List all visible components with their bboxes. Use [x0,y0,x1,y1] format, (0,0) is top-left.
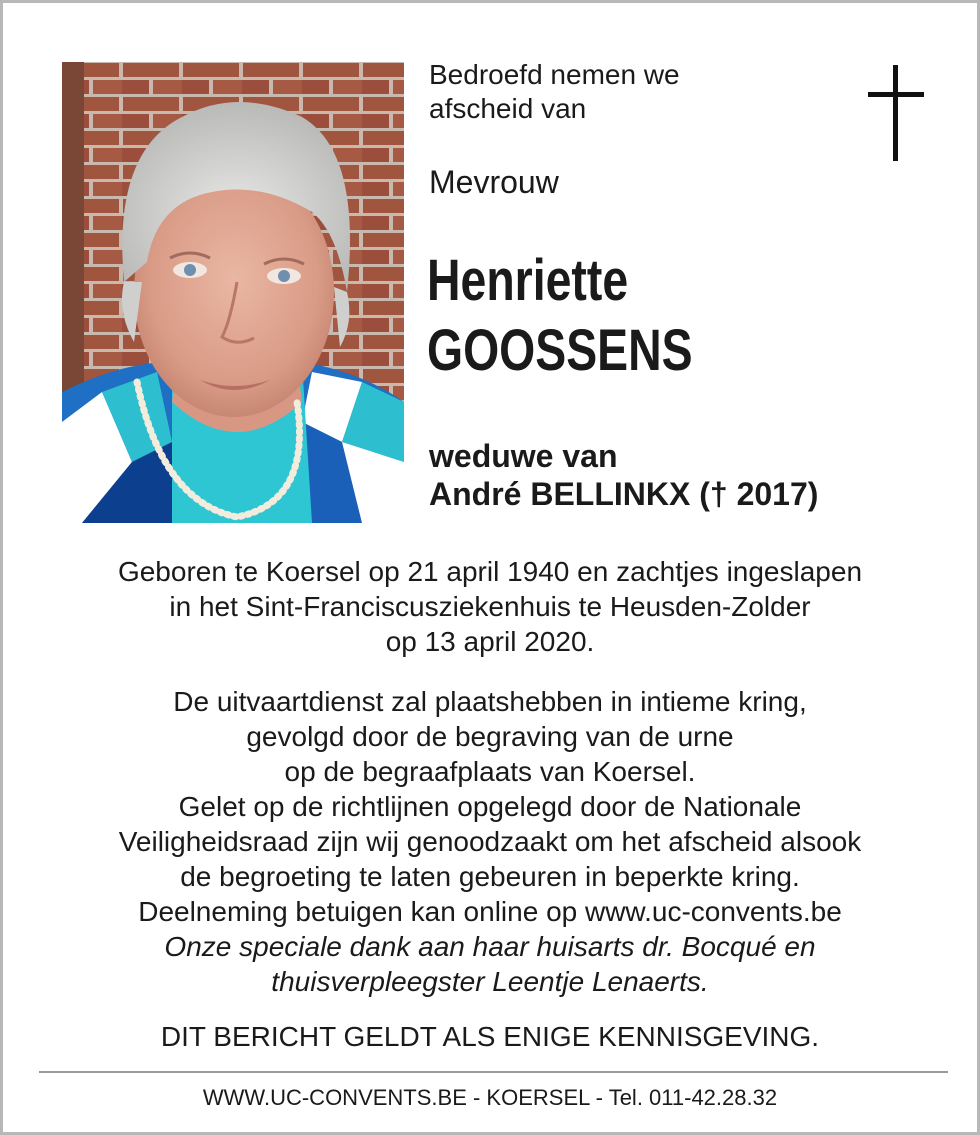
notice-text: DIT BERICHT GELDT ALS ENIGE KENNISGEVING. [160,1021,820,1052]
portrait-photo [62,62,404,523]
footer-divider [39,1071,948,1073]
intro-text [429,58,769,126]
funeral-paragraph [3,684,977,999]
body-line: De uitvaartdienst zal plaatshebben in intieme kring, [173,686,807,717]
body-line: Veiligheidsraad zijn wij genoodzaakt om het afscheid alsook [118,826,862,857]
birth-line: Geboren te Koersel op 21 april 1940 en zachtjes ingeslapen [117,556,863,587]
first-name: Henriette [427,248,629,313]
footer-contact: WWW.UC-CONVENTS.BE - KOERSEL - Tel. 011-42.28.32 [202,1085,778,1110]
thanks-line: Onze speciale dank aan haar huisarts dr. Bocqué en [164,931,816,962]
birth-line: in het Sint-Franciscusziekenhuis te Heusden-Zolder [169,591,811,622]
intro-line-1: Bedroefd nemen we [429,59,680,90]
portrait-illustration [62,62,404,523]
spouse-line-1: weduwe van [429,438,618,474]
body-line: de begroeting te laten gebeuren in beperkte kring. [180,861,800,892]
body-line: Gelet op de richtlijnen opgelegd door de Nationale [178,791,802,822]
birth-line: op 13 april 2020. [385,626,595,657]
spouse-line-2: André BELLINKX († 2017) [429,476,819,512]
birth-death-paragraph [3,554,977,659]
cross-icon [868,65,924,161]
spouse-info [429,437,818,513]
honorific: Mevrouw [429,164,559,200]
last-name: GOOSSENS [427,318,693,383]
deceased-name [427,246,693,386]
body-line: gevolgd door de begraving van de urne [246,721,734,752]
body-line: Deelneming betuigen kan online op www.uc-convents.be [138,896,842,927]
thanks-line: thuisverpleegster Leentje Lenaerts. [271,966,709,997]
body-line: op de begraafplaats van Koersel. [284,756,696,787]
intro-line-2: afscheid van [429,93,587,124]
